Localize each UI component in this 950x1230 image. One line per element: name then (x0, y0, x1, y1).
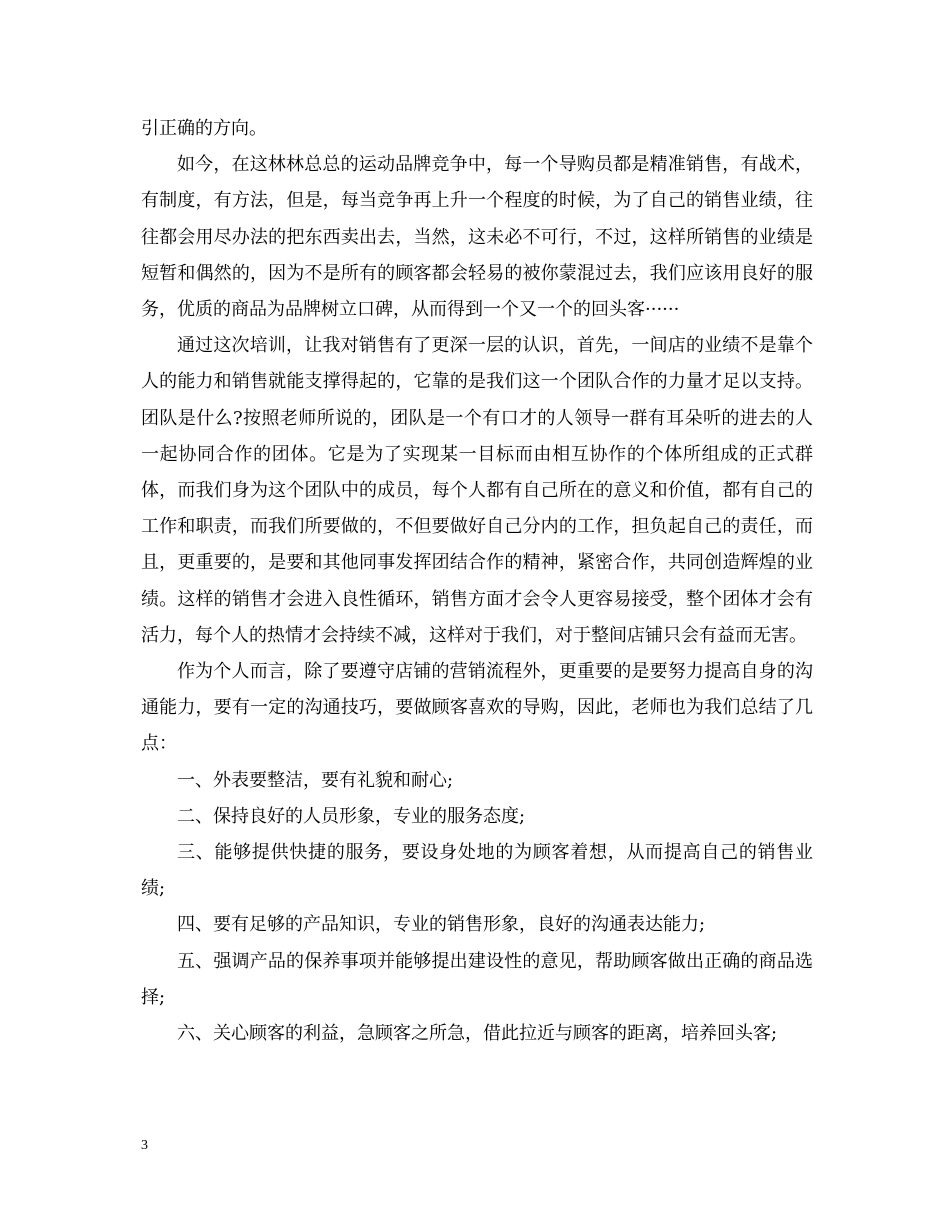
paragraph-continuation: 引正确的方向。 (141, 118, 267, 139)
body-text (141, 111, 813, 1052)
page-number: 3 (141, 1138, 148, 1153)
list-item-6: 六、关心顾客的利益，急顾客之所急，借此拉近与顾客的距离，培养回头客; (177, 1023, 778, 1045)
list-item-5: 五、强调产品的保养事项并能够提出建设性的意见，帮助顾客做出正确的商品选择; (141, 950, 813, 1008)
list-item-2: 二、保持良好的人员形象，专业的服务态度; (177, 805, 526, 827)
paragraph-brand-competition: 如今，在这林林总总的运动品牌竞争中，每一个导购员都是精准销售，有战术，有制度，有方法，但是，每当竞争再上升一个程度的时候，为了自己的销售业绩，往往都会用尽办法的把东西卖出去，当然，这未必不可行，不过，这样所销售的业绩是短暂和偶然的，因为不是所有的顾客都会轻易的被你蒙混过去，我们应该用良好的服务，优质的商品为品牌树立口碑，从而得到一个又一个的回头客······ (141, 154, 813, 321)
paragraph-personal-skills: 作为个人而言，除了要遵守店铺的营销流程外，更重要的是要努力提高自身的沟通能力，要有一定的沟通技巧，要做顾客喜欢的导购，因此，老师也为我们总结了几点： (141, 661, 813, 755)
list-item-4: 四、要有足够的产品知识，专业的销售形象，良好的沟通表达能力; (177, 914, 706, 936)
list-item-3: 三、能够提供快捷的服务，要设身处地的为顾客着想，从而提高自己的销售业绩; (141, 842, 813, 900)
list-item-1: 一、外表要整洁，要有礼貌和耐心; (177, 769, 454, 791)
paragraph-team-training: 通过这次培训，让我对销售有了更深一层的认识，首先，一间店的业绩不是靠个人的能力和销售就能支撑得起的，它靠的是我们这一个团队合作的力量才足以支持。团队是什么?按照老师所说的，团队是一个有口才的人领导一群有耳朵听的进去的人一起协同合作的团体。它是为了实现某一目标而由相互协作的个体所组成的正式群体，而我们身为这个团队中的成员，每个人都有自己所在的意义和价值，都有自己的工作和职责，而我们所要做的，不但要做好自己分内的工作，担负起自己的责任，而且，更重要的，是要和其他同事发挥团结合作的精神，紧密合作，共同创造辉煌的业绩。这样的销售才会进入良性循环，销售方面才会令人更容易接受，整个团体才会有活力，每个人的热情才会持续不减，这样对于我们，对于整间店铺只会有益而无害。 (141, 335, 813, 646)
